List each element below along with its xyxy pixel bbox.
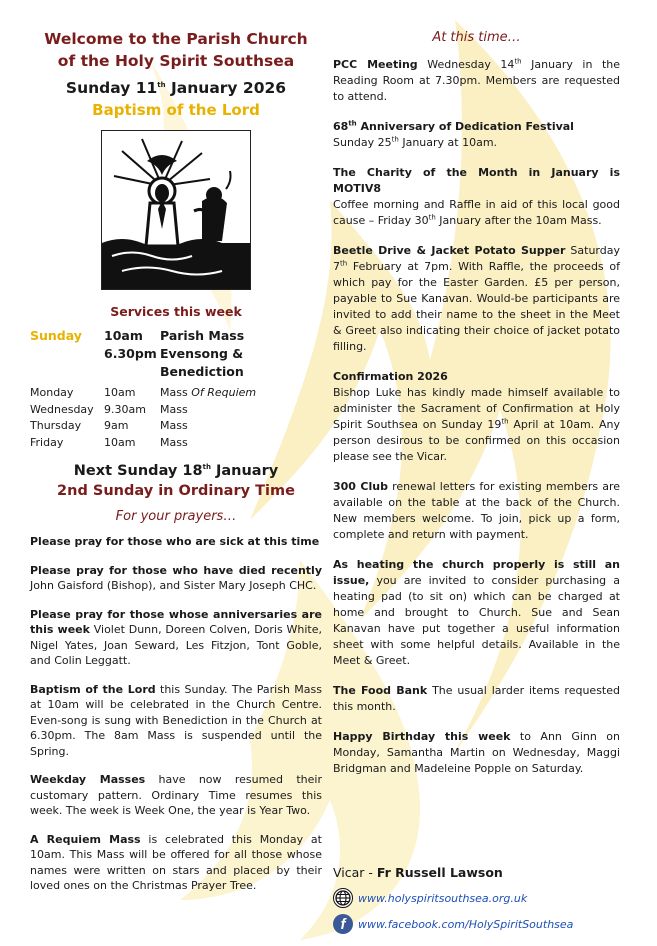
facebook-link[interactable] — [333, 914, 620, 934]
notice-dedication: 68th Anniversary of Dedication Festival Sunday 25th January at 10am. — [333, 119, 574, 149]
facebook-icon: f — [333, 914, 353, 934]
baptism-of-christ-woodcut-icon — [102, 131, 250, 289]
service-name: Mass — [160, 419, 188, 432]
service-time: 10am — [104, 435, 136, 449]
next-sunday-feast: 2nd Sunday in Ordinary Time — [57, 483, 295, 499]
notice-weekday-masses: Weekday Masses have now resumed their customary pattern. Ordinary Time resumes this week. The week is Week One, the year is Year Two. — [30, 773, 322, 817]
service-name: Parish Mass — [160, 328, 245, 343]
service-name: Mass Of Requiem — [160, 386, 257, 399]
service-day: Wednesday — [30, 402, 94, 416]
service-day: Sunday — [30, 328, 82, 343]
service-row — [30, 385, 322, 402]
service-row — [30, 327, 322, 345]
service-row — [30, 435, 322, 452]
service-time: 9am — [104, 419, 129, 432]
website-url[interactable]: www.holyspiritsouthsea.org.uk — [358, 891, 528, 905]
service-time: 6.30pm — [104, 346, 157, 361]
notice-food-bank: The Food Bank The usual larder items requested this month. — [333, 684, 620, 713]
notice-heating: As heating the church properly is still an issue, you are invited to consider purchasing a heating pad (to sit on) which can be charged at home and brought to Church. Sue and Sean Kanavan have put together a useful information sheet with some helpful details. Available in the Meet & Greet. — [333, 558, 620, 667]
next-sunday-date: Next Sunday 18th January — [73, 463, 279, 479]
feast-title: Baptism of the Lord — [92, 101, 260, 119]
prayer-departed: Please pray for those who have died recently John Gaisford (Bishop), and Sister Mary Joseph CHC. — [30, 563, 322, 592]
notice-baptism: Baptism of the Lord this Sunday. The Parish Mass at 10am will be celebrated in the Church Centre. Even-song is sung with Benediction in the Church at 6.30pm. The 8am Mass is suspended until the Spring. — [30, 682, 322, 758]
service-time: 10am — [104, 386, 136, 399]
notice-requiem: A Requiem Mass is celebrated this Monday at 10am. This Mass will be offered for all those whose names were written on stars and placed by their loved ones on the Christmas Prayer Tree. — [30, 832, 322, 892]
service-time: 10am — [104, 328, 143, 343]
prayer-sick: Please pray for those who are sick at this time — [30, 535, 320, 548]
notice-beetle-drive: Beetle Drive & Jacket Potato Supper Saturday 7th February at 7pm. With Raffle, the proceeds of which pay for the Easter Garden. £5 per person, payable to Sue Kanavan. Would-be participants are invited to add their name to the sheet in the Meet & Greet also indicating their choice of jacket potato filling. — [333, 244, 620, 353]
notice-birthdays: Happy Birthday this week to Ann Ginn on Monday, Samantha Martin on Wednesday, Maggi Bridgman and Madeleine Popple on Saturday. — [333, 730, 620, 775]
service-day: Monday — [30, 386, 74, 399]
service-row — [30, 418, 322, 435]
at-this-time-heading: At this time… — [432, 30, 521, 45]
prayers-heading: For your prayers… — [115, 509, 237, 524]
prayer-anniversaries: Please pray for those whose anniversaries are this week Violet Dunn, Doreen Colven, Doris White, Nigel Yates, Joan Seward, Les Fitzjon, Tont Goble, and Colin Leggatt. — [30, 607, 322, 667]
globe-icon — [333, 888, 353, 908]
baptism-artwork — [101, 130, 251, 290]
service-row — [30, 345, 322, 381]
service-time: 9.30am — [104, 402, 146, 416]
services-table — [30, 327, 322, 451]
service-row — [30, 402, 322, 419]
website-link[interactable] — [333, 888, 620, 908]
facebook-url[interactable]: www.facebook.com/HolySpiritSouthsea — [358, 917, 574, 931]
services-heading: Services this week — [110, 304, 242, 319]
service-name: Mass — [160, 435, 188, 449]
service-day: Friday — [30, 435, 64, 449]
sunday-date: Sunday 11th January 2026 — [65, 79, 287, 97]
left-column — [30, 0, 322, 894]
vicar-line: Vicar - Fr Russell Lawson — [333, 865, 503, 880]
service-day — [30, 345, 104, 381]
notice-300-club: 300 Club renewal letters for existing members are available on the table at the back of the Church. New members welcome. To join, pick up a form, complete and return with payment. — [333, 480, 621, 541]
notice-confirmation: Confirmation 2026 Bishop Luke has kindly made himself available to administer the Sacrament of Confirmation at Holy Spirit Southsea on Sunday 19th April at 10am. Any person desirous to be confirmed on this occasion please see the Vicar. — [333, 370, 621, 463]
right-column — [333, 0, 620, 934]
church-title-line2: of the Holy Spirit Southsea — [57, 52, 295, 70]
service-name: Evensong & Benediction — [160, 346, 244, 379]
church-title — [30, 28, 322, 72]
service-day: Thursday — [30, 419, 82, 432]
service-name: Mass — [160, 402, 188, 416]
church-title-line1: Welcome to the Parish Church — [44, 30, 308, 48]
notice-charity: The Charity of the Month in January is MOTIV8 Coffee morning and Raffle in aid of this local good cause – Friday 30th January after the 10am Mass. — [333, 166, 620, 227]
notice-pcc: PCC Meeting Wednesday 14th January in the Reading Room at 7.30pm. Members are requested to attend. — [333, 57, 620, 103]
